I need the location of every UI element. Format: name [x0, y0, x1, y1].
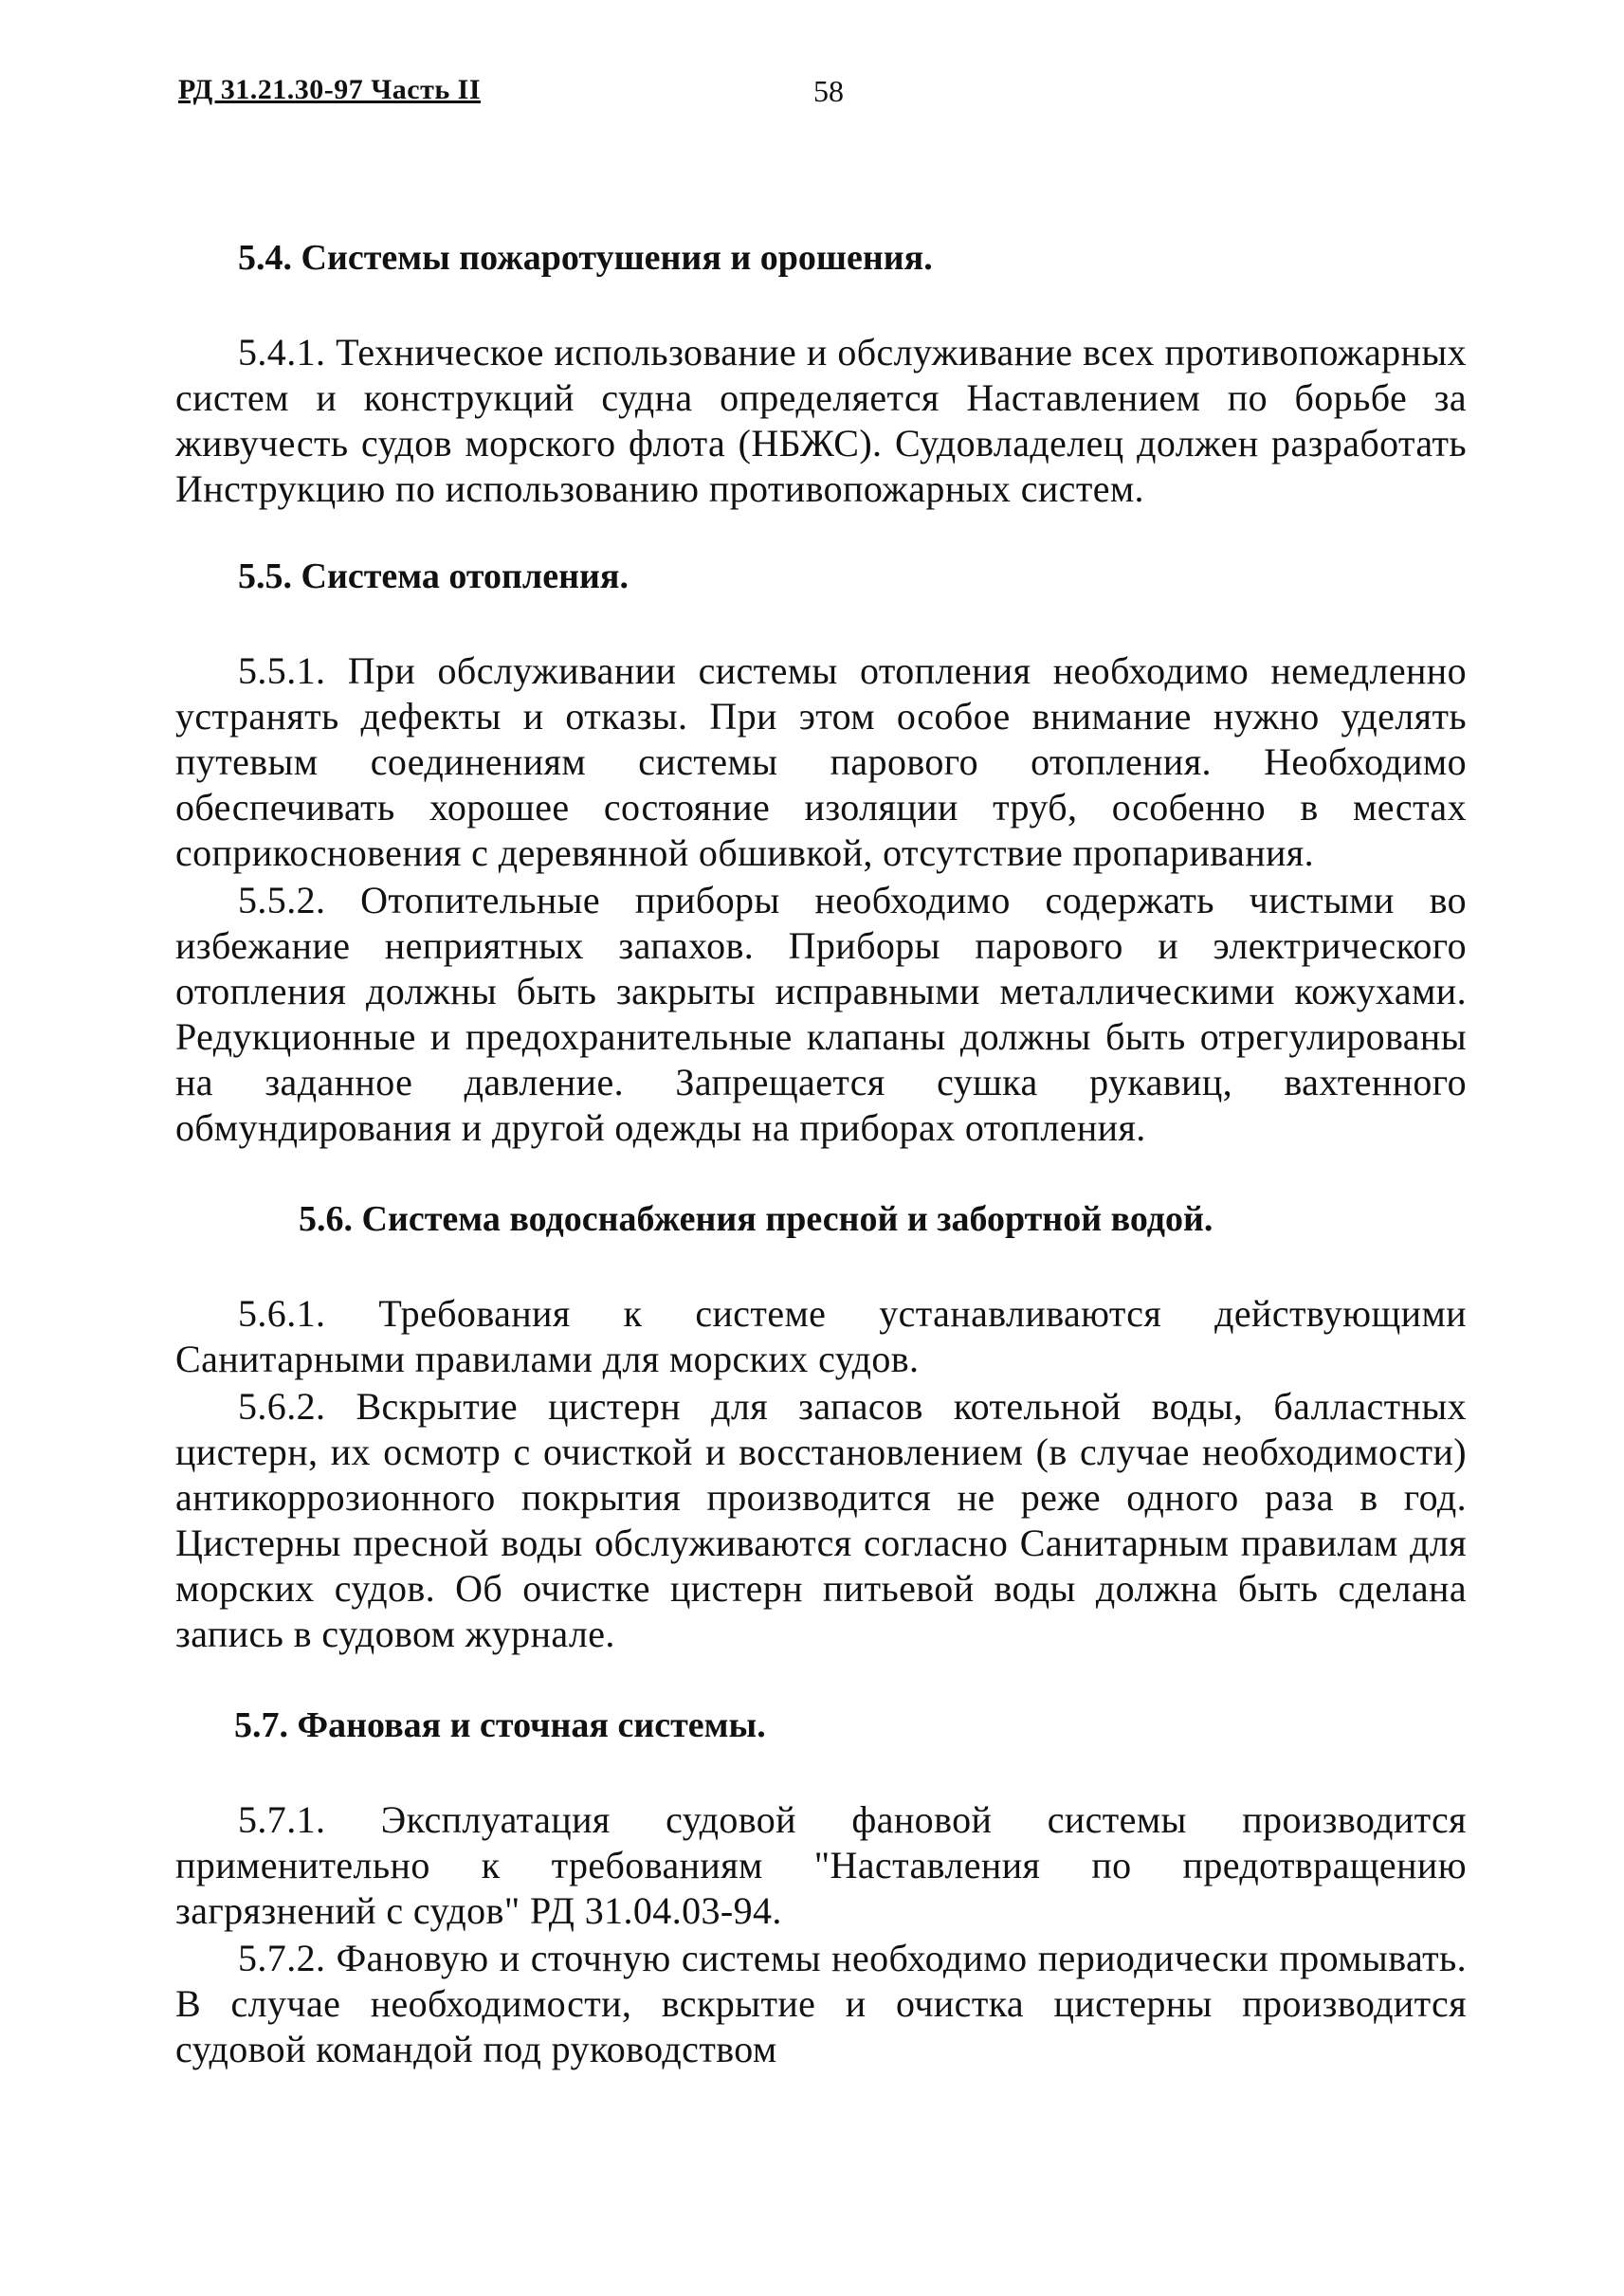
section-title: 5.4. Системы пожаротушения и орошения. [238, 238, 933, 278]
document-code: РД 31.21.30-97 Часть II [178, 74, 482, 105]
section-5-6 [175, 1196, 1467, 1657]
paragraph-5-6-1: 5.6.1. Требования к системе устанавливаются действующими Санитарными правилами для морских судов. [175, 1292, 1467, 1380]
section-title: 5.6. Система водоснабжения пресной и забортной водой. [299, 1199, 1213, 1239]
paragraph-5-7-2: 5.7.2. Фановую и сточную системы необходимо периодически промывать. В случае необходимости, вскрытие и очистка цистерны производится судовой командой под руководством [175, 1937, 1467, 2070]
page-content [175, 216, 1467, 2072]
paragraph-5-5-2: 5.5.2. Отопительные приборы необходимо содержать чистыми во избежание неприятных запахов. Приборы парового и электрического отопления должны быть закрыты исправными металлическими кожухами. Редукционные и предохранительные клапаны должны быть отрегулированы на заданное давление. Запрещается сушка рукавиц, вахтенного обмундирования и другой одежды на приборах отопления. [175, 879, 1467, 1149]
section-title: 5.7. Фановая и сточная системы. [234, 1705, 766, 1745]
paragraph-5-7-1: 5.7.1. Эксплуатация судовой фановой системы производится применительно к требованиям "Наставления по предотвращению загрязнений с судов" РД 31.04.03-94. [175, 1798, 1467, 1932]
paragraph-5-4-1: 5.4.1. Техническое использование и обслуживание всех противопожарных систем и конструкций судна определяется Наставлением по борьбе за живучесть судов морского флота (НБЖС). Судовладелец должен разработать Инструкцию по использованию противопожарных систем. [175, 331, 1467, 510]
paragraph-5-5-1: 5.5.1. При обслуживании системы отопления необходимо немедленно устранять дефекты и отказы. При этом особое внимание нужно уделять путевым соединениям системы парового отопления. Необходимо обеспечивать хорошее состояние изоляции труб, особенно в местах соприкосновения с деревянной обшивкой, отсутствие пропаривания. [175, 649, 1467, 874]
page-header [178, 74, 1468, 121]
page-number: 58 [813, 74, 844, 108]
paragraph-5-6-2: 5.6.2. Вскрытие цистерн для запасов котельной воды, балластных цистерн, их осмотр с очисткой и восстановлением (в случае необходимости) антикоррозионного покрытия производится не реже одного раза в год. Цистерны пресной воды обслуживаются согласно Санитарным правилам для морских судов. Об очистке цистерн питьевой воды должна быть сделана запись в судовом журнале. [175, 1385, 1467, 1655]
section-5-4 [175, 235, 1467, 512]
section-5-7 [175, 1703, 1467, 2072]
section-5-5 [175, 554, 1467, 1151]
section-title: 5.5. Система отопления. [238, 556, 629, 596]
